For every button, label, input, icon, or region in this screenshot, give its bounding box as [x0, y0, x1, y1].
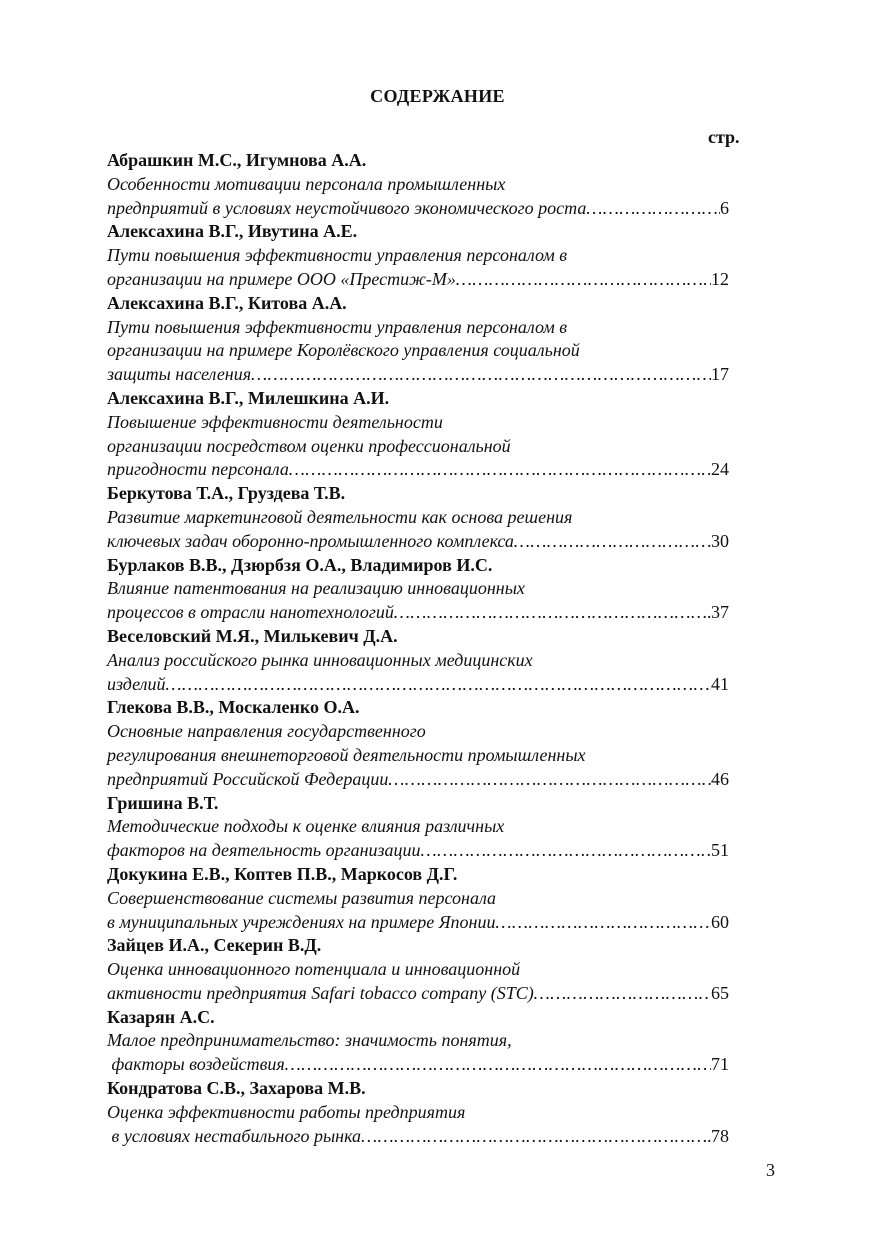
toc-entry-authors: Гришина В.Т. — [107, 792, 219, 813]
toc-entry-title-line: Развитие маркетинговой деятельности как основа решения — [107, 506, 573, 527]
toc-entry-title-line: в условиях нестабильного рынка — [107, 1125, 362, 1146]
toc-entry-title-line: организации на примере Королёвского управления социальной — [107, 340, 580, 361]
dot-leader — [289, 458, 711, 482]
toc-entry-authors: Алексахина В.Г., Китова А.А. — [107, 292, 347, 313]
toc-entry-title-line: ключевых задач оборонно-промышленного комплекса — [107, 530, 514, 551]
toc-entry-title-line: Влияние патентования на реализацию инновационных — [107, 578, 525, 599]
toc-entry-leader-line — [107, 673, 729, 697]
toc-entry-leader-line — [107, 363, 729, 387]
toc-entry-title-line: Пути повышения эффективности управления персоналом в — [107, 245, 568, 266]
toc-entry-title-line: факторы воздействия — [107, 1054, 285, 1075]
toc-entry — [107, 1006, 729, 1077]
toc-entry-title-line: предприятий в условиях неустойчивого экономического роста — [107, 197, 587, 218]
toc-entry-title-line: в муниципальных учреждениях на примере Японии — [107, 911, 496, 932]
toc-entry-page-number: 6 — [720, 197, 729, 218]
toc-entry-title-line: пригодности персонала — [107, 459, 289, 480]
toc-entry-page-number: 37 — [711, 602, 729, 623]
toc-entry-authors: Зайцев И.А., Секерин В.Д. — [107, 935, 322, 956]
page-title: СОДЕРЖАНИЕ — [370, 86, 505, 106]
dot-leader — [534, 982, 711, 1006]
toc-entry-leader-line — [107, 530, 729, 554]
toc-entry-authors: Веселовский М.Я., Милькевич Д.А. — [107, 625, 398, 646]
toc-entry — [107, 696, 729, 791]
toc-entry-page-number: 24 — [711, 459, 729, 480]
toc-entry-title-line: Совершенствование системы развития персонала — [107, 887, 497, 908]
toc-entry-title-line: Методические подходы к оценке влияния различных — [107, 816, 505, 837]
toc-entry-title-line: изделий — [107, 673, 166, 694]
toc-entry-title-line: активности предприятия Safari tobacco company (STC) — [107, 982, 534, 1003]
dot-leader — [166, 673, 712, 697]
toc-entry — [107, 292, 729, 387]
toc-entry-title-line: факторов на деятельность организации — [107, 840, 421, 861]
toc-entry-leader-line — [107, 458, 729, 482]
toc-entry-title-line: Основные направления государственного — [107, 721, 426, 742]
toc-entry — [107, 149, 729, 220]
toc-entry-title-line: Оценка эффективности работы предприятия — [107, 1101, 466, 1122]
toc-entry-page-number: 60 — [711, 911, 729, 932]
toc-entry-title-line: Повышение эффективности деятельности — [107, 411, 443, 432]
toc-entry-authors: Докукина Е.В., Коптев П.В., Маркосов Д.Г. — [107, 863, 458, 884]
toc-entry-authors: Алексахина В.Г., Ивутина А.Е. — [107, 221, 358, 242]
toc-entry-page-number: 41 — [711, 673, 729, 694]
toc-entry-leader-line — [107, 982, 729, 1006]
dot-leader — [421, 839, 711, 863]
toc-entry-authors: Кондратова С.В., Захарова М.В. — [107, 1078, 366, 1099]
toc-entry-leader-line — [107, 601, 729, 625]
toc-entry-page-number: 65 — [711, 982, 729, 1003]
toc-entry-authors: Абрашкин М.С., Игумнова А.А. — [107, 150, 367, 170]
toc-entry-title-line: организации посредством оценки профессиональной — [107, 435, 511, 456]
page-column-label: стр. — [708, 127, 740, 147]
toc-entry-leader-line — [107, 1125, 729, 1149]
dot-leader — [514, 530, 711, 554]
toc-entry-page-number: 30 — [711, 530, 729, 551]
toc-entry-title-line: предприятий Российской Федерации — [107, 768, 389, 789]
toc-entry — [107, 792, 729, 863]
dot-leader — [394, 601, 711, 625]
toc-entry-authors: Беркутова Т.А., Груздева Т.В. — [107, 483, 346, 504]
toc-entry-authors: Казарян А.С. — [107, 1006, 215, 1027]
toc-entry-leader-line — [107, 268, 729, 292]
dot-leader — [456, 268, 711, 292]
page-number: 3 — [766, 1160, 775, 1180]
toc-entry — [107, 554, 729, 625]
toc-entry — [107, 387, 729, 482]
toc-entry-page-number: 12 — [711, 268, 729, 289]
toc-entry-title-line: защиты населения — [107, 364, 252, 385]
toc-entry-page-number: 78 — [711, 1125, 729, 1146]
toc-entry-leader-line — [107, 1053, 729, 1077]
dot-leader — [586, 197, 720, 221]
toc-entry-page-number: 17 — [711, 364, 729, 385]
dot-leader — [388, 768, 711, 792]
toc-entry — [107, 625, 729, 696]
toc-entry-leader-line — [107, 839, 729, 863]
toc-entry-title-line: организации на примере ООО «Престиж-М» — [107, 268, 456, 289]
toc-entry-title-line: регулирования внешнеторговой деятельности промышленных — [107, 744, 586, 765]
toc-entry — [107, 220, 729, 291]
toc-entry-authors: Бурлаков В.В., Дзюрбзя О.А., Владимиров И.С. — [107, 554, 493, 575]
toc-entry-authors: Алексахина В.Г., Милешкина А.И. — [107, 387, 390, 408]
dot-leader — [251, 363, 711, 387]
toc-entry-page-number: 51 — [711, 840, 729, 861]
toc-entry-leader-line — [107, 768, 729, 792]
table-of-contents — [107, 149, 729, 1148]
dot-leader — [285, 1053, 711, 1077]
toc-entry-title-line: Особенности мотивации персонала промышленных — [107, 173, 506, 194]
toc-entry-leader-line — [107, 197, 729, 221]
toc-entry-page-number: 46 — [711, 768, 729, 789]
toc-entry-authors: Глекова В.В., Москаленко О.А. — [107, 697, 360, 718]
toc-entry-page-number: 71 — [711, 1054, 729, 1075]
toc-entry — [107, 1077, 729, 1148]
toc-entry-title-line: процессов в отрасли нанотехнологий — [107, 602, 394, 623]
toc-entry-title-line: Малое предпринимательство: значимость понятия, — [107, 1030, 512, 1051]
toc-entry-title-line: Анализ российского рынка инновационных медицинских — [107, 649, 533, 670]
toc-entry — [107, 863, 729, 934]
dot-leader — [361, 1125, 711, 1149]
dot-leader — [496, 911, 712, 935]
toc-entry-title-line: Пути повышения эффективности управления персоналом в — [107, 316, 568, 337]
toc-entry — [107, 482, 729, 553]
toc-entry-title-line: Оценка инновационного потенциала и инновационной — [107, 959, 521, 980]
toc-entry-leader-line — [107, 911, 729, 935]
toc-entry — [107, 934, 729, 1005]
